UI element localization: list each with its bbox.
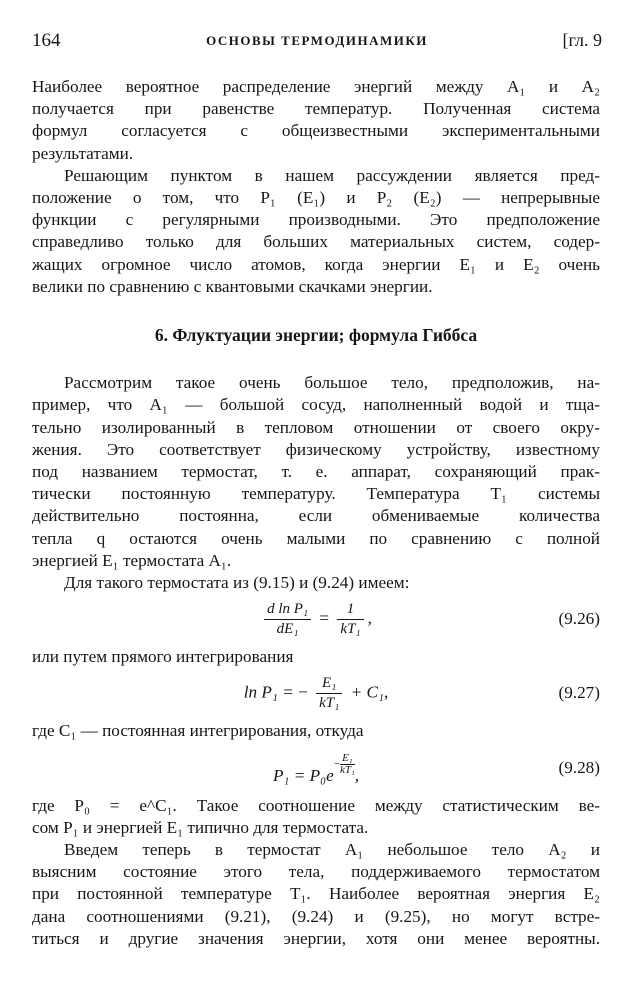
text-line: получается при равенстве температур. Полученная система	[32, 99, 600, 119]
section-heading: 6. Флуктуации энергии; формула Гиббса	[154, 325, 478, 346]
text-line: тически постоянную температуру. Температура T₁ системы	[32, 484, 600, 504]
text-line: Введем теперь в термостат A₁ небольшое тело A₂ и	[64, 840, 600, 860]
equation-lhs: ln P₁ =	[243, 682, 294, 702]
equation-tail: ,	[354, 765, 360, 785]
text-line: жения. Это соответствует физическому устройству, известному	[32, 439, 600, 459]
text-line: положение о том, что P₁ (E₁) и P₂ (E₂) — непрерывные	[32, 188, 600, 208]
equation-number: (9.27)	[558, 683, 600, 703]
equation-9-27	[32, 668, 600, 720]
exponent: − E₁ kT₁	[333, 751, 355, 776]
equation-9-28	[32, 743, 600, 795]
fraction-numerator: 1	[337, 600, 363, 620]
page-number: 164	[32, 30, 61, 51]
text-line: где P₀ = e^C₁. Такое соотношение между статистическим ве-	[32, 795, 600, 815]
equation-tail: ,	[367, 608, 372, 628]
text-line: действительно постоянна, если обмениваемые количества	[32, 506, 600, 526]
text-line: под названием термостат, т. е. аппарат, сохраняющий прак-	[32, 462, 600, 482]
text-line: или путем прямого интегрирования	[32, 647, 294, 667]
fraction-denominator: dE₁	[276, 621, 299, 638]
paragraph-8	[32, 839, 600, 950]
equation-lhs: P₁ = P₀e	[272, 765, 334, 785]
page-body	[32, 76, 600, 950]
equation-body: $\frac{\text{d ln P₁}}{\text{dE₁}}$ = $\frac{1}{\text{kT₁}}$ ,	[32, 600, 600, 639]
text-line: справедливо только для больших материальных систем, содер-	[32, 232, 600, 252]
exponent-numerator: E₁	[340, 753, 355, 765]
text-line: жащих огромное число атомов, когда энергии E₁ и E₂ очень	[32, 254, 600, 274]
text-line: Наиболее вероятное распределение энергий между A₁ и A₂	[32, 77, 600, 96]
equation-number: (9.26)	[558, 609, 600, 629]
fraction	[337, 600, 363, 639]
fraction-denominator: kT₁	[340, 621, 361, 638]
text-line: велики по сравнению с квантовыми скачками энергии.	[32, 276, 433, 296]
paragraph-7	[32, 795, 600, 839]
fraction	[264, 600, 311, 639]
text-line: Для такого термостата из (9.15) и (9.24) имеем:	[64, 573, 410, 593]
text-line: тепла q остаются очень малыми по сравнению с полной	[32, 528, 600, 548]
text-line: тельно изолированный в тепловом отношении от своего окру-	[32, 417, 600, 437]
text-line: сом P₁ и энергией E₁ типично для термостата.	[32, 817, 369, 837]
text-line: формул согласуется с общеизвестными экспериментальными	[32, 121, 600, 141]
text-line: где C₁ — постоянная интегрирования, откуда	[32, 721, 364, 741]
text-line: функции с регулярными производными. Это предположение	[32, 210, 600, 230]
text-line: выясним состояние этого тела, поддерживаемого термостатом	[32, 862, 600, 882]
equation-9-26	[32, 594, 600, 646]
paragraph-5	[32, 646, 600, 668]
fraction-numerator: d ln P₁	[264, 600, 311, 620]
fraction-numerator: E₁	[316, 674, 342, 694]
paragraph-1	[32, 76, 600, 165]
text-line: энергией E₁ термостата A₁.	[32, 550, 232, 570]
text-line: титься и другие значения энергии, хотя они менее вероятны.	[32, 928, 600, 948]
equation-body: ln P₁ = − $\frac{\text{E₁}}{\text{kT₁}}$ + C₁,	[243, 675, 389, 712]
equation-body	[32, 753, 600, 787]
text-line: при постоянной температуре T₁. Наиболее вероятная энергия E₂	[32, 884, 600, 904]
text-line: Рассмотрим такое очень большое тело, предположив, на-	[64, 373, 600, 393]
fraction-denominator: kT₁	[319, 695, 340, 712]
fraction	[316, 674, 342, 713]
equation-tail: + C₁,	[350, 682, 389, 702]
text-line: результатами.	[32, 143, 134, 163]
running-title: ОСНОВЫ ТЕРМОДИНАМИКИ	[206, 33, 428, 48]
running-header	[32, 30, 602, 56]
equation-number: (9.28)	[558, 757, 600, 777]
paragraph-3	[32, 372, 600, 572]
paragraph-6	[32, 720, 600, 742]
chapter-marker: [гл. 9	[562, 30, 602, 50]
text-line: Решающим пунктом в нашем рассуждении является пред-	[64, 165, 600, 185]
exponent-denominator: kT₁	[339, 763, 355, 776]
text-line: дана соотношениями (9.21), (9.24) и (9.25), но могут встре-	[32, 906, 600, 926]
paragraph-4	[32, 572, 600, 594]
paragraph-2	[32, 165, 600, 298]
text-line: пример, что A₁ — большой сосуд, наполненный водой и тща-	[32, 395, 600, 415]
